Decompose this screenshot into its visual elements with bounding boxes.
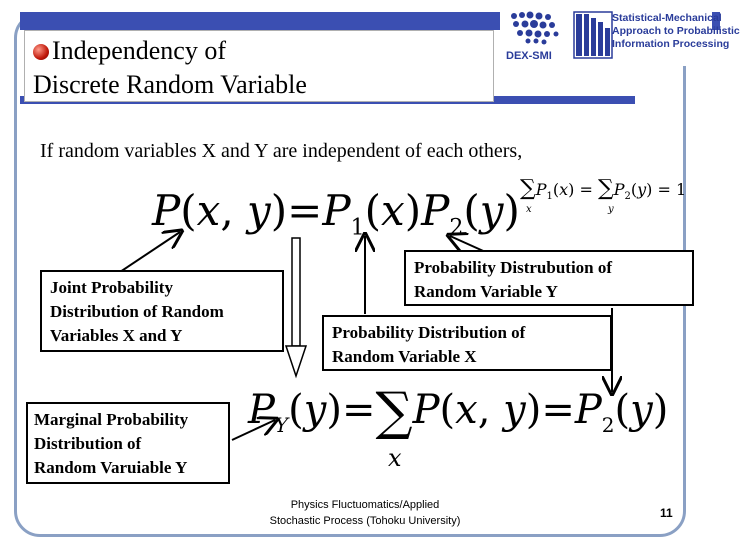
intro-sentence: If random variables X and Y are independent of each others, — [40, 140, 523, 162]
box-line: Random Varuiable Y — [34, 458, 188, 477]
box-line: Probability Distrubution of — [414, 258, 613, 277]
normalization-sub-y: y — [608, 204, 614, 215]
footer-line-1: Physics Fluctuomatics/Applied — [290, 499, 440, 511]
arrow-marginal — [232, 420, 275, 440]
hollow-down-arrow — [286, 238, 306, 376]
dex-smi-label: DEX-SMI — [506, 50, 552, 62]
box-line: Distribution of Random — [50, 302, 224, 321]
title-line-2: Discrete Random Variable — [33, 70, 307, 99]
arrow-joint — [120, 232, 180, 272]
normalization-formula: $\sum P_1(x) = \sum P_2(y) = 1$ — [520, 176, 687, 203]
box-line: Random Variable Y — [414, 282, 558, 301]
joint-probability-box — [40, 270, 284, 352]
marginal-equation: $P_Y(y)=\sum P(x$, $y)=P_2(y)$ — [248, 382, 669, 442]
footer — [240, 497, 490, 529]
box-line: Marginal Probability — [34, 410, 189, 429]
logo-text-line: Information Processing — [612, 38, 730, 50]
title-line-1: Independency of — [52, 36, 226, 65]
logo-text-line: Approach to Probabilistic — [612, 25, 740, 37]
independence-equation: P(x, $y)=P_1(x)P_2(y)$ — [152, 186, 520, 241]
box-line: Variables X and Y — [50, 326, 183, 345]
px-distribution-box — [322, 315, 612, 371]
page-number: 11 — [660, 506, 673, 520]
box-line: Probability Distribution of — [332, 323, 526, 342]
marginal-sum-index: x — [388, 444, 402, 472]
footer-line-2: Stochastic Process (Tohoku University) — [269, 515, 461, 527]
normalization-sub-x: x — [526, 204, 532, 215]
py-distribution-box — [404, 250, 694, 306]
box-line: Distribution of — [34, 434, 142, 453]
box-line: Random Variable X — [332, 347, 477, 366]
marginal-distribution-box — [26, 402, 230, 484]
logo-text-line: Statistical-Mechanical — [612, 12, 722, 24]
box-line: Joint Probability — [50, 278, 173, 297]
